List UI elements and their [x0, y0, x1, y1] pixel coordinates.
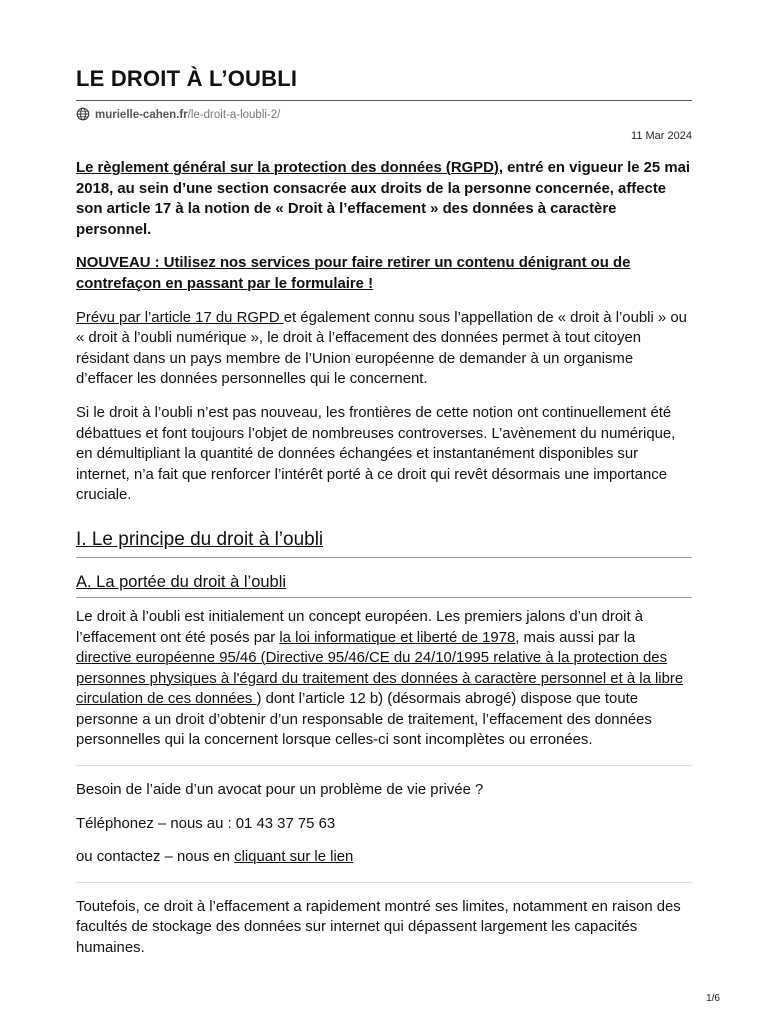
- contact-phone: Téléphonez – nous au : 01 43 37 75 63: [76, 815, 336, 832]
- intro-paragraph: [76, 158, 692, 240]
- subsection-a-paragraph: [76, 607, 692, 751]
- source-domain[interactable]: murielle-cahen.fr: [95, 109, 188, 121]
- subsection-a-heading: A. La portée du droit à l’oubli: [76, 571, 692, 598]
- loi-1978-link[interactable]: la loi informatique et liberté de 1978: [279, 629, 516, 646]
- contact-divider-top: [76, 765, 692, 766]
- title-divider: [76, 100, 692, 101]
- contact-prefix: ou contactez – nous en: [76, 849, 235, 866]
- section-1-heading: I. Le principe du droit à l’oubli: [76, 528, 692, 558]
- article-body: [76, 158, 692, 972]
- paragraph-1: [76, 308, 692, 390]
- article-title: LE DROIT À L’OUBLI: [76, 66, 298, 91]
- intro-text: , entré en vigueur le 25 mai 2018, au sein d’une section consacrée aux droits de la personne concernée, affecte son article 17 à la notion de « Droit à l’effacement » des données à caractère personnel.: [76, 160, 690, 238]
- rgpd-link[interactable]: Le règlement général sur la protection des données (RGPD): [76, 160, 499, 176]
- source-path[interactable]: /le-droit-a-loubli-2/: [187, 109, 281, 121]
- paragraph-2: Si le droit à l’oubli n’est pas nouveau, les frontières de cette notion ont continuellement été débattues et font toujours l’objet de nombreuses controverses. L’avènement du numérique, en démultipliant la quantité de données échangées et instantanément disponibles sur internet, n’a fait que renforcer l’intérêt porté à ce droit qui revêt désormais une importance cruciale.: [76, 404, 676, 504]
- contact-divider-bottom: [76, 882, 692, 883]
- contact-line: [76, 847, 692, 868]
- nouveau-link[interactable]: NOUVEAU : Utilisez nos services pour faire retirer un contenu dénigrant ou de contrefaçon en passant par le formulaire !: [76, 255, 631, 292]
- contact-question: Besoin de l’aide d’un avocat pour un problème de vie privée ?: [76, 782, 484, 799]
- subsection-a-mid: , mais aussi par la: [515, 629, 636, 646]
- paragraph-1-text: et également connu sous l’appellation de « droit à l’oubli » ou « droit à l’oubli numérique », le droit à l’effacement des données permet à tout citoyen résidant dans un pays membre de l’Union européenne de demander à un organisme d’effacer les données personnelles qui le concernent.: [76, 309, 687, 388]
- article17-link[interactable]: Prévu par l’article 17 du RGPD: [76, 309, 284, 326]
- publish-date: 11 Mar 2024: [631, 130, 692, 142]
- page-number: 1/6: [706, 993, 720, 1004]
- source-url[interactable]: [76, 106, 280, 124]
- nouveau-paragraph[interactable]: [76, 253, 692, 294]
- subsection-a-start: Le droit à l’oubli est initialement un concept européen. Les premiers jalons d’un droit à l’effacement ont été posés par: [76, 608, 644, 646]
- globe-icon: [76, 107, 95, 124]
- paragraph-3: Toutefois, ce droit à l’effacement a rapidement montré ses limites, notamment en raison des facultés de stockage des données sur internet qui dépassent largement les capacités humaines.: [76, 898, 681, 957]
- subsection-a-end: ) dont l’article 12 b) (désormais abrogé) dispose que toute personne a un droit d’obtenir d’un responsable de traitement, l’effacement des données personnelles qui la concernent lorsque celles-ci sont incomplètes ou erronées.: [76, 691, 652, 749]
- contact-link[interactable]: cliquant sur le lien: [234, 849, 354, 866]
- directive-95-46-link[interactable]: directive européenne 95/46 (Directive 95/46/CE du 24/10/1995 relative à la protection des personnes physiques à l'égard du traitement des données à caractère personnel et à la libre circulation de ces données: [76, 650, 684, 708]
